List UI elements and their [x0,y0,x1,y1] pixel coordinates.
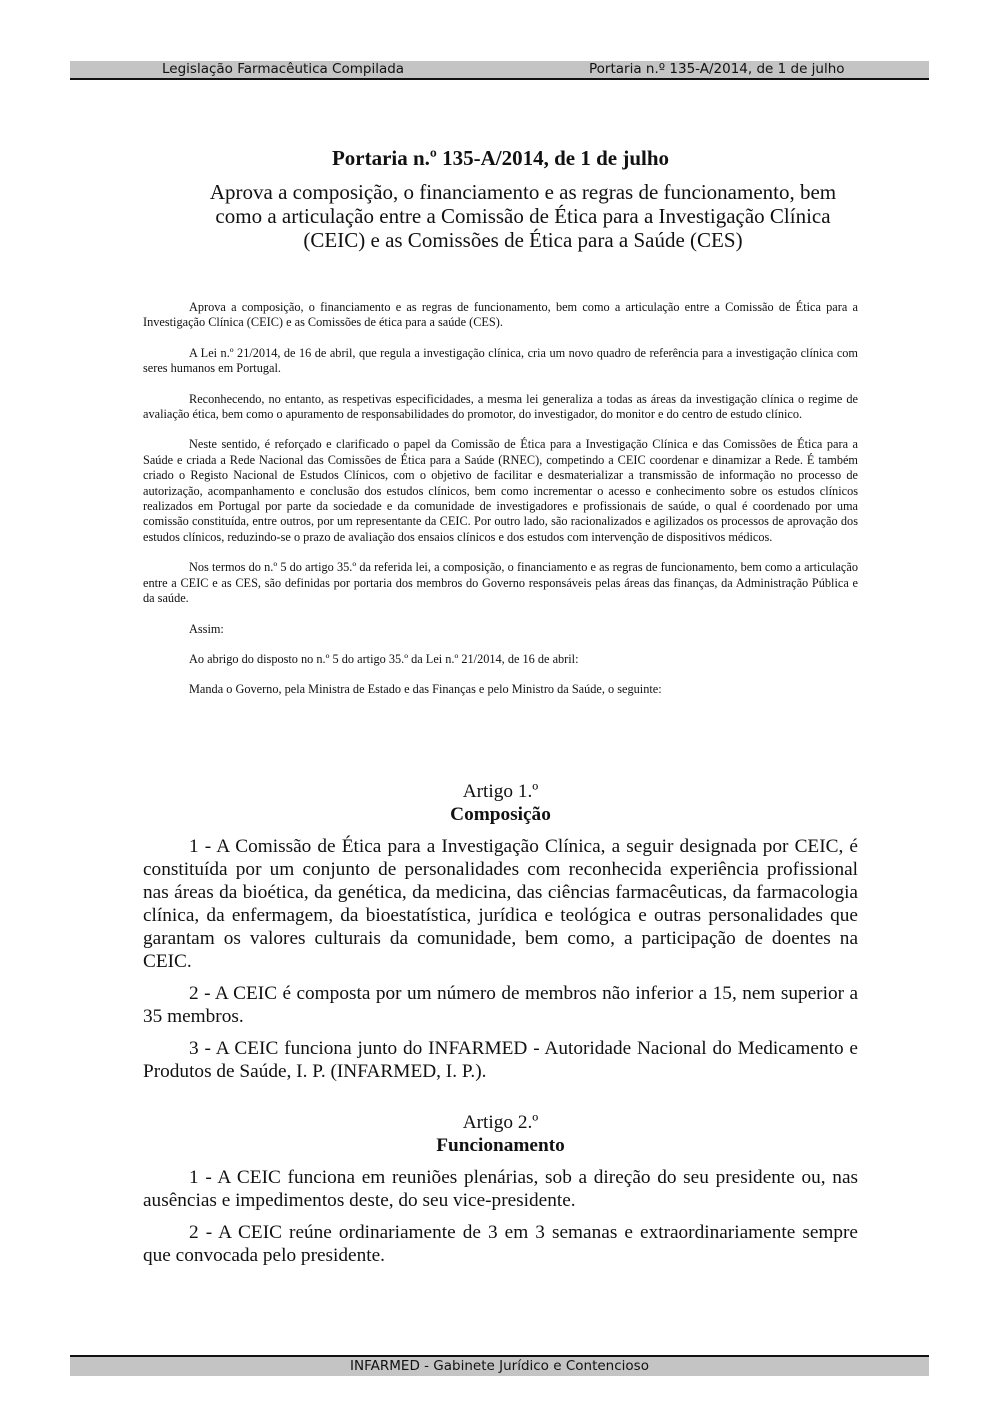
document-title: Portaria n.º 135-A/2014, de 1 de julho [331,146,670,170]
article-title: Funcionamento [436,1135,565,1156]
article-paragraph: 3 - A CEIC funciona junto do INFARMED - Autoridade Nacional do Medicamento e Produtos de Saúde, I. P. (INFARMED, I. P.). [143,1038,858,1082]
article-number: Artigo 2.º [462,1112,539,1133]
preamble-paragraph: Assim: [189,621,224,636]
article-2 [143,1111,858,1276]
header-right-text: Portaria n.º 135-A/2014, de 1 de julho [589,61,845,77]
preamble-paragraph: Nos termos do n.º 5 do artigo 35.º da referida lei, a composição, o financiamento e as regras de funcionamento, bem como a articulação entre a CEIC e as CES, são definidas por portaria dos membros do Governo responsáveis pelas áreas das finanças, da Administração Pública e da saúde. [143,560,858,606]
page-header [70,61,929,80]
article-title: Composição [450,804,551,825]
preamble-paragraph: Neste sentido, é reforçado e clarificado o papel da Comissão de Ética para a Investigação Clínica e das Comissões de Ética para a Saúde e criada a Rede Nacional das Comissões de Ética para a Saúde (RNEC), competindo a CEIC coordenar e dinamizar a Rede. É também criado o Registo Nacional de Estudos Clínicos, com o objetivo de facilitar e desmaterializar a transmissão de informação no processo de autorização, acompanhamento e conclusão dos estudos clínicos, bem como incrementar o acesso e conhecimento sobre os estudos clínicos realizados em Portugal por parte da sociedade e da comunidade de investigadores e profissionais de saúde, o qual é coordenado por uma comissão constituída, entre outros, por um representante da CEIC. Por outro lado, são racionalizados e agilizados os processos de aprovação dos estudos clínicos, reduzindo-se o prazo de avaliação dos ensaios clínicos e dos estudos com intervenção de dispositivos médicos. [143,437,858,544]
preamble-paragraph: Aprova a composição, o financiamento e as regras de funcionamento, bem como a articulação entre a Comissão de Ética para a Investigação Clínica (CEIC) e as Comissões de ética para a saúde (CES). [143,300,858,330]
preamble-paragraph: A Lei n.º 21/2014, de 16 de abril, que regula a investigação clínica, cria um novo quadro de referência para a investigação clínica com seres humanos em Portugal. [143,345,858,376]
article-paragraph: 1 - A Comissão de Ética para a Investigação Clínica, a seguir designada por CEIC, é constituída por um conjunto de personalidades com reconhecida experiência profissional nas áreas da bioética, da genética, da medicina, das ciências farmacêuticas, da farmacologia clínica, da enfermagem, da bioestatística, jurídica e teológica e outras personalidades que garantam os valores culturais da comunidade, bem como, a participação de doentes na CEIC. [143,836,858,972]
document-subtitle: Aprova a composição, o financiamento e as regras de funcionamento, bem como a articulação entre a Comissão de Ética para a Investigação Clínica (CEIC) e as Comissões de Ética para a Saúde (CES) [209,180,837,252]
preamble-paragraph: Manda o Governo, pela Ministra de Estado e das Finanças e pelo Ministro da Saúde, o seguinte: [189,682,662,697]
article-1 [143,780,858,1092]
preamble [143,300,858,713]
page-footer: INFARMED - Gabinete Jurídico e Contencioso [70,1355,929,1376]
article-paragraph: 1 - A CEIC funciona em reuniões plenárias, sob a direção do seu presidente ou, nas ausências e impedimentos deste, do seu vice-presidente. [143,1167,858,1211]
article-paragraph: 2 - A CEIC reúne ordinariamente de 3 em 3 semanas e extraordinariamente sempre que convocada pelo presidente. [143,1222,858,1266]
preamble-paragraph: Reconhecendo, no entanto, as respetivas especificidades, a mesma lei generaliza a todas as áreas da investigação clínica o regime de avaliação ética, bem como o apuramento de responsabilidades do promotor, do investigador, do monitor e do centro de estudo clínico. [143,391,858,422]
article-number: Artigo 1.º [462,781,539,802]
header-left-text: Legislação Farmacêutica Compilada [162,61,405,77]
preamble-paragraph: Ao abrigo do disposto no n.º 5 do artigo 35.º da Lei n.º 21/2014, de 16 de abril: [189,651,579,666]
article-paragraph: 2 - A CEIC é composta por um número de membros não inferior a 15, nem superior a 35 membros. [143,983,858,1027]
